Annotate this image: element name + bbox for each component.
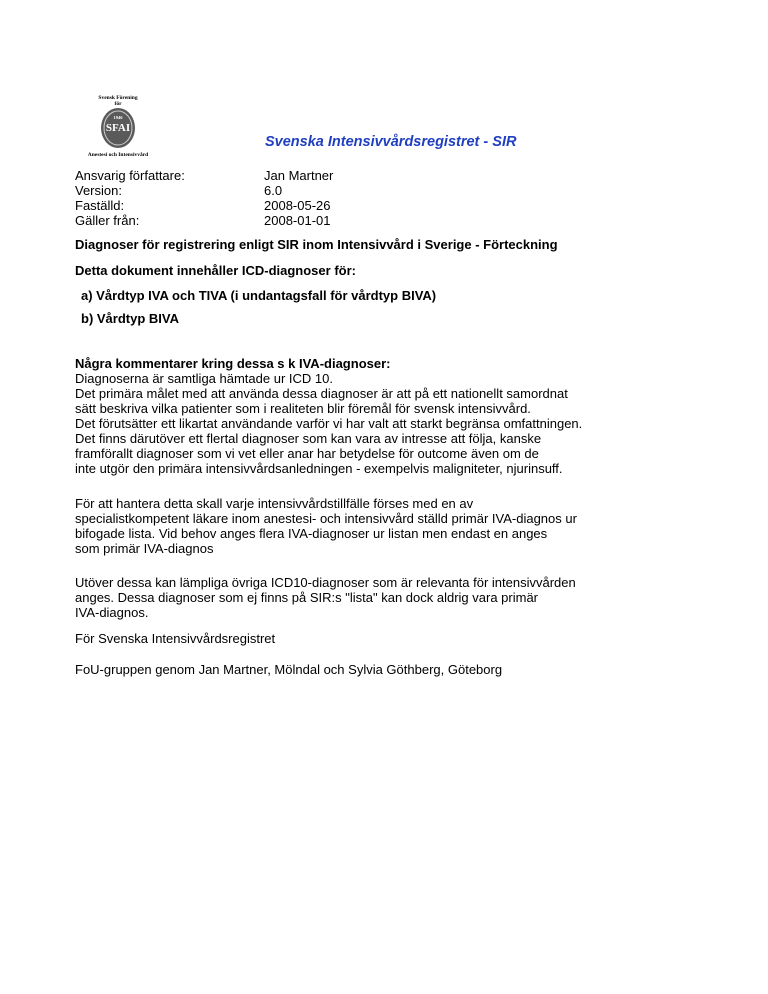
document-metadata: [75, 168, 333, 228]
list-item-a: a) Vårdtyp IVA och TIVA (i undantagsfall för vårdtyp BIVA): [81, 288, 437, 303]
logo-top-text2: för: [114, 101, 122, 107]
paragraph-line: Det finns därutöver ett flertal diagnoser som kan vara av intresse att följa, kanske: [75, 431, 542, 446]
additional-diagnoses-paragraph: [75, 575, 576, 620]
meta-value: 2008-01-01: [264, 213, 331, 228]
sfai-emblem-icon: [80, 92, 170, 162]
meta-row-valid-from: [75, 213, 333, 228]
meta-row-approved: [75, 198, 333, 213]
paragraph-line: inte utgör den primära intensivvårdsanledningen - exempelvis maligniteter, njurinsuff.: [75, 461, 563, 476]
meta-label: Gäller från:: [75, 213, 140, 228]
paragraph-line: framförallt diagnoser som vi vet eller anar har betydelse för outcome även om de: [75, 446, 539, 461]
paragraph-line: IVA-diagnos.: [75, 605, 149, 620]
paragraph-line: Diagnoserna är samtliga hämtade ur ICD 10.: [75, 371, 333, 386]
paragraph-line: För att hantera detta skall varje intensivvårdstillfälle förses med en av: [75, 496, 474, 511]
main-heading: Diagnoser för registrering enligt SIR inom Intensivvård i Sverige - Förteckning: [75, 237, 558, 252]
logo-emblem-text: SFAI: [105, 122, 131, 134]
signature-authors: FoU-gruppen genom Jan Martner, Mölndal och Sylvia Göthberg, Göteborg: [75, 662, 503, 677]
meta-value: Jan Martner: [264, 168, 334, 183]
meta-label: Ansvarig författare:: [75, 168, 185, 183]
intro-heading: Detta dokument innehåller ICD-diagnoser för:: [75, 263, 356, 278]
handling-paragraph: [75, 496, 577, 556]
paragraph-line: Utöver dessa kan lämpliga övriga ICD10-diagnoser som är relevanta för intensivvården: [75, 575, 576, 590]
meta-value: 2008-05-26: [264, 198, 331, 213]
paragraph-line: anges. Dessa diagnoser som ej finns på SIR:s "lista" kan dock aldrig vara primär: [75, 590, 538, 605]
paragraph-line: Det förutsätter ett likartat användande varför vi har valt att starkt begränsa omfattningen.: [75, 416, 583, 431]
meta-row-version: [75, 183, 333, 198]
paragraph-line: specialistkompetent läkare inom anestesi- och intensivvård ställd primär IVA-diagnos ur: [75, 511, 577, 526]
paragraph-line: Det primära målet med att använda dessa diagnoser är att på ett nationellt samordnat: [75, 386, 568, 401]
comments-section: [75, 356, 582, 476]
signature-organization: För Svenska Intensivvårdsregistret: [75, 631, 276, 646]
meta-row-author: [75, 168, 333, 183]
meta-value: 6.0: [264, 183, 283, 198]
comments-heading: Några kommentarer kring dessa s k IVA-diagnoser:: [75, 356, 391, 371]
sfai-logo: [80, 92, 170, 162]
document-title: Svenska Intensivvårdsregistret - SIR: [265, 134, 517, 150]
logo-year-text: 1946: [113, 115, 123, 120]
logo-top-text: Svensk Förening: [98, 95, 138, 101]
meta-label: Version:: [75, 183, 122, 198]
paragraph-line: som primär IVA-diagnos: [75, 541, 214, 556]
paragraph-line: bifogade lista. Vid behov anges flera IVA-diagnoser ur listan men endast en anges: [75, 526, 548, 541]
logo-bottom-text: Anestesi och Intensivvård: [87, 152, 149, 158]
paragraph-line: sätt beskriva vilka patienter som i realiteten blir föremål för svensk intensivvård.: [75, 401, 531, 416]
meta-label: Faställd:: [75, 198, 125, 213]
list-item-b: b) Vårdtyp BIVA: [81, 311, 179, 326]
